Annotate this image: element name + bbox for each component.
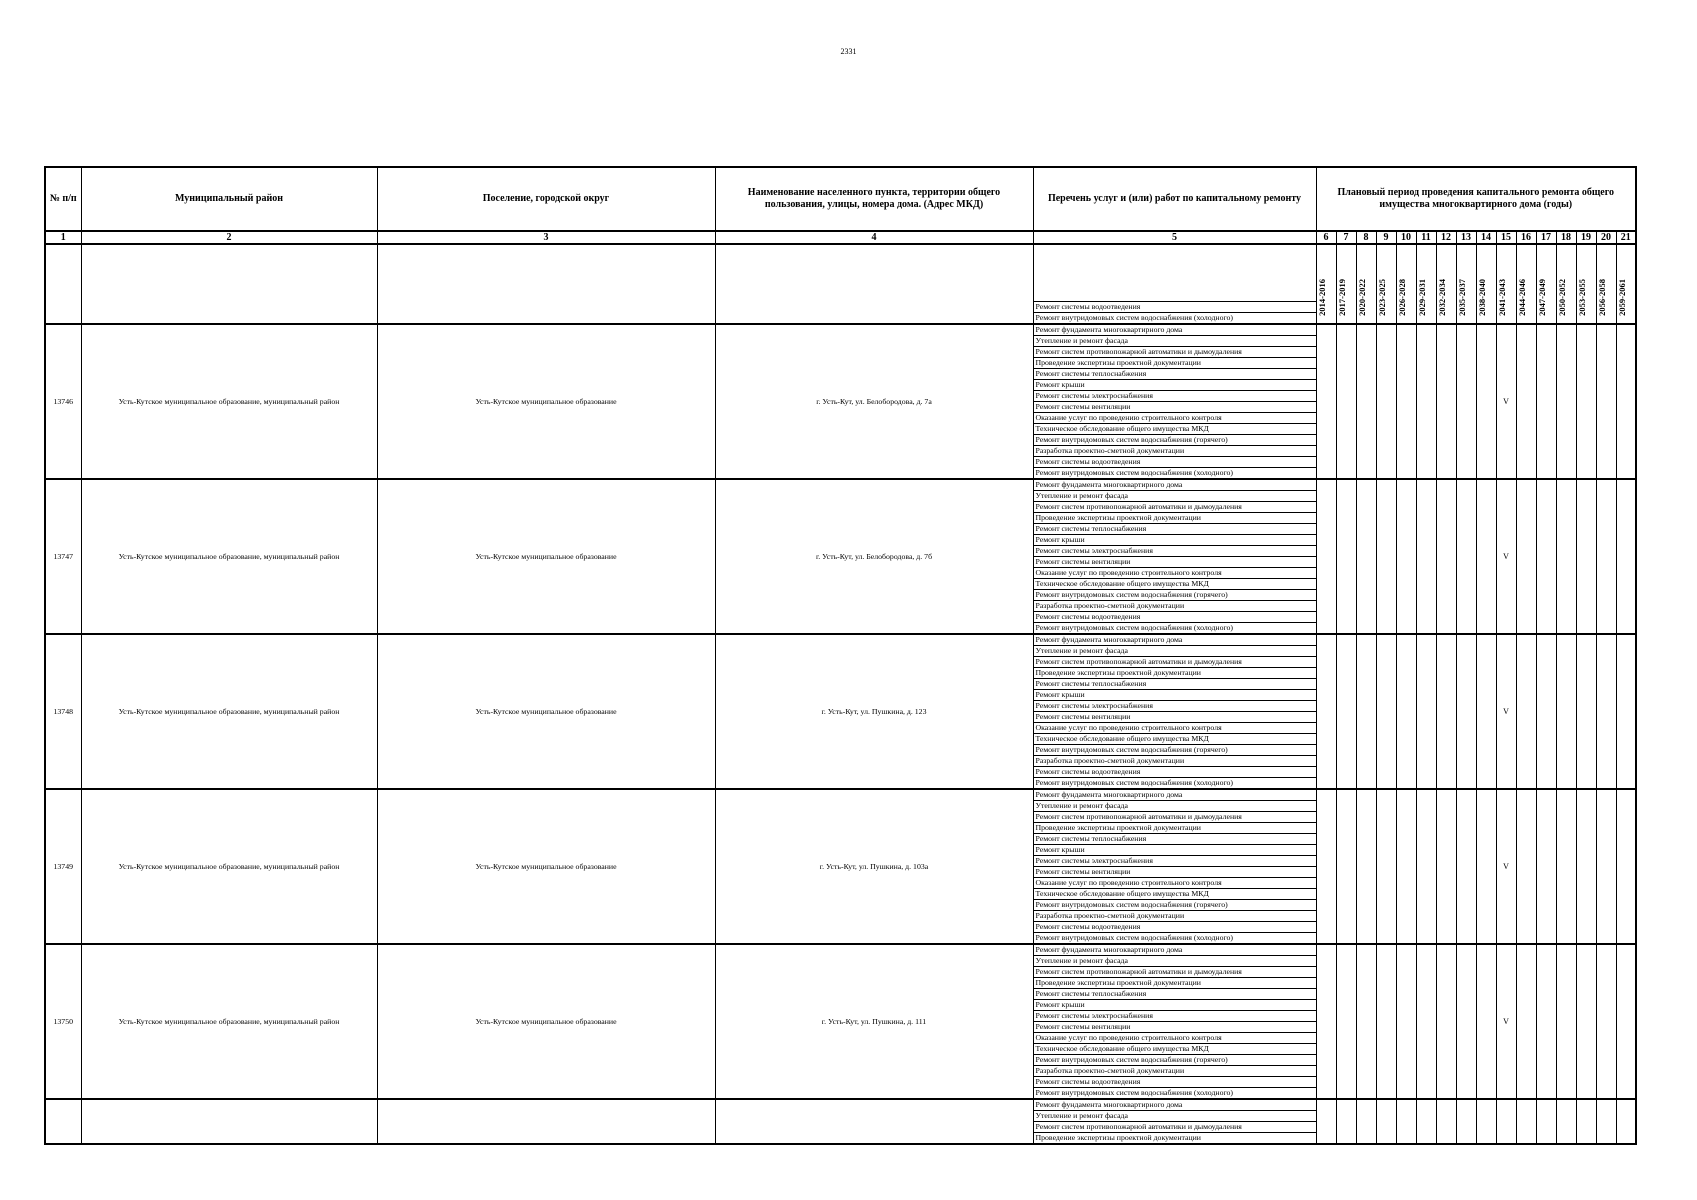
period-cell (1536, 479, 1556, 634)
work-item: Ремонт системы вентиляции (1033, 557, 1316, 568)
work-item: Проведение экспертизы проектной документации (1033, 668, 1316, 679)
table-body (45, 244, 1636, 1144)
work-item: Утепление и ремонт фасада (1033, 646, 1316, 657)
period-text: 2059-2061 (1616, 279, 1627, 316)
work-item: Ремонт системы водоотведения (1033, 457, 1316, 468)
work-item: Утепление и ремонт фасада (1033, 336, 1316, 347)
period-cell (1456, 1099, 1476, 1144)
work-item: Ремонт фундамента многоквартирного дома (1033, 1099, 1316, 1111)
period-text: 2047-2049 (1536, 279, 1547, 316)
column-number: 13 (1456, 231, 1476, 244)
work-item: Ремонт системы водоотведения (1033, 302, 1316, 313)
period-cell (1316, 634, 1336, 789)
period-cell (1316, 324, 1336, 479)
period-cell (1316, 944, 1336, 1099)
blank-cell (377, 244, 715, 324)
period-label (1476, 244, 1496, 324)
period-cell (1596, 1099, 1616, 1144)
period-cell (1356, 944, 1376, 1099)
period-cell (1436, 944, 1456, 1099)
work-item: Ремонт крыши (1033, 690, 1316, 701)
work-item: Ремонт системы водоотведения (1033, 922, 1316, 933)
period-cell (1476, 479, 1496, 634)
work-item: Ремонт крыши (1033, 380, 1316, 391)
work-item: Техническое обследование общего имущества МКД (1033, 1044, 1316, 1055)
period-cell (1396, 634, 1416, 789)
work-item: Оказание услуг по проведению строительного контроля (1033, 1033, 1316, 1044)
period-label (1596, 244, 1616, 324)
column-number: 17 (1536, 231, 1556, 244)
work-item: Ремонт системы электроснабжения (1033, 546, 1316, 557)
column-number: 2 (81, 231, 377, 244)
column-number: 6 (1316, 231, 1336, 244)
period-mark: V (1496, 324, 1516, 479)
period-cell (1576, 634, 1596, 789)
header-address: Наименование населенного пункта, территории общего пользования, улицы, номера дома. (Адрес МКД) (715, 167, 1033, 231)
work-item: Ремонт системы вентиляции (1033, 867, 1316, 878)
column-number: 15 (1496, 231, 1516, 244)
work-item: Ремонт системы теплоснабжения (1033, 679, 1316, 690)
column-number: 18 (1556, 231, 1576, 244)
header-settlement: Поселение, городской округ (377, 167, 715, 231)
period-label (1536, 244, 1556, 324)
work-item: Ремонт системы электроснабжения (1033, 391, 1316, 402)
period-cell (1396, 789, 1416, 944)
period-cell (1416, 789, 1436, 944)
work-item: Техническое обследование общего имущества МКД (1033, 424, 1316, 435)
work-item: Проведение экспертизы проектной документации (1033, 978, 1316, 989)
period-label (1576, 244, 1596, 324)
work-item: Ремонт фундамента многоквартирного дома (1033, 479, 1316, 491)
header-row (45, 167, 1636, 231)
record-district: Усть-Кутское муниципальное образование, муниципальный район (81, 634, 377, 789)
work-item: Ремонт системы водоотведения (1033, 767, 1316, 778)
record-settlement: Усть-Кутское муниципальное образование (377, 634, 715, 789)
period-cell (1616, 479, 1636, 634)
period-label (1436, 244, 1456, 324)
period-cell (1576, 789, 1596, 944)
blank-cell (377, 1099, 715, 1144)
work-item: Ремонт систем противопожарной автоматики и дымоудаления (1033, 1122, 1316, 1133)
record-settlement: Усть-Кутское муниципальное образование (377, 479, 715, 634)
column-number: 7 (1336, 231, 1356, 244)
blank-cell (45, 244, 81, 324)
record-row (45, 479, 1636, 491)
period-cell (1476, 634, 1496, 789)
work-item: Разработка проектно-сметной документации (1033, 1066, 1316, 1077)
column-number: 19 (1576, 231, 1596, 244)
period-cell (1396, 1099, 1416, 1144)
work-item: Техническое обследование общего имущества МКД (1033, 734, 1316, 745)
period-text: 2041-2043 (1496, 279, 1507, 316)
work-item: Проведение экспертизы проектной документации (1033, 358, 1316, 369)
period-cell (1456, 324, 1476, 479)
work-item: Ремонт системы электроснабжения (1033, 856, 1316, 867)
period-cell (1516, 634, 1536, 789)
work-item: Ремонт систем противопожарной автоматики и дымоудаления (1033, 967, 1316, 978)
work-item: Ремонт систем противопожарной автоматики и дымоудаления (1033, 657, 1316, 668)
period-cell (1536, 1099, 1556, 1144)
column-number: 14 (1476, 231, 1496, 244)
column-number: 11 (1416, 231, 1436, 244)
period-label (1516, 244, 1536, 324)
period-cell (1476, 1099, 1496, 1144)
period-cell (1336, 1099, 1356, 1144)
period-cell (1436, 324, 1456, 479)
period-cell (1456, 634, 1476, 789)
period-cell (1536, 324, 1556, 479)
column-number: 8 (1356, 231, 1376, 244)
work-item: Разработка проектно-сметной документации (1033, 601, 1316, 612)
period-cell (1416, 479, 1436, 634)
period-cell (1476, 324, 1496, 479)
period-label (1416, 244, 1436, 324)
period-cell (1356, 324, 1376, 479)
period-cell (1396, 944, 1416, 1099)
period-cell (1556, 634, 1576, 789)
period-cell (1556, 479, 1576, 634)
period-text: 2056-2058 (1596, 279, 1607, 316)
period-cell (1616, 1099, 1636, 1144)
period-label (1456, 244, 1476, 324)
record-district: Усть-Кутское муниципальное образование, муниципальный район (81, 789, 377, 944)
period-cell (1516, 479, 1536, 634)
period-cell (1416, 1099, 1436, 1144)
period-mark: V (1496, 944, 1516, 1099)
header-district: Муниципальный район (81, 167, 377, 231)
period-text: 2044-2046 (1516, 279, 1527, 316)
work-item: Утепление и ремонт фасада (1033, 956, 1316, 967)
column-number: 5 (1033, 231, 1316, 244)
period-cell (1376, 1099, 1396, 1144)
column-number: 4 (715, 231, 1033, 244)
period-cell (1356, 1099, 1376, 1144)
period-cell (1576, 479, 1596, 634)
blank-cell (715, 244, 1033, 324)
period-cell (1376, 479, 1396, 634)
record-row (45, 634, 1636, 646)
work-item: Ремонт фундамента многоквартирного дома (1033, 324, 1316, 336)
period-label (1496, 244, 1516, 324)
period-cell (1376, 789, 1396, 944)
period-cell (1436, 634, 1456, 789)
work-item: Ремонт системы водоотведения (1033, 612, 1316, 623)
period-cell (1596, 789, 1616, 944)
period-cell (1316, 479, 1336, 634)
period-cell (1556, 789, 1576, 944)
work-row (45, 1099, 1636, 1111)
work-item: Оказание услуг по проведению строительного контроля (1033, 413, 1316, 424)
record-number: 13749 (45, 789, 81, 944)
period-cell (1356, 634, 1376, 789)
record-address: г. Усть-Кут, ул. Белобородова, д. 7б (715, 479, 1033, 634)
period-text: 2035-2037 (1456, 279, 1467, 316)
work-item: Ремонт системы теплоснабжения (1033, 989, 1316, 1000)
period-cell (1316, 789, 1336, 944)
column-number: 21 (1616, 231, 1636, 244)
works-blank (1033, 244, 1316, 302)
period-cell (1516, 944, 1536, 1099)
column-number-row (45, 231, 1636, 244)
record-number: 13750 (45, 944, 81, 1099)
period-cell (1336, 789, 1356, 944)
period-cell (1476, 944, 1496, 1099)
period-cell (1516, 324, 1536, 479)
period-cell (1456, 789, 1476, 944)
period-label (1556, 244, 1576, 324)
period-cell (1556, 1099, 1576, 1144)
period-text: 2038-2040 (1476, 279, 1487, 316)
period-cell (1456, 944, 1476, 1099)
period-cell (1476, 789, 1496, 944)
record-settlement: Усть-Кутское муниципальное образование (377, 944, 715, 1099)
period-cell (1416, 944, 1436, 1099)
work-item: Ремонт внутридомовых систем водоснабжения (холодного) (1033, 1088, 1316, 1100)
record-number: 13747 (45, 479, 81, 634)
period-cell (1336, 479, 1356, 634)
record-settlement: Усть-Кутское муниципальное образование (377, 324, 715, 479)
work-item: Ремонт внутридомовых систем водоснабжения (горячего) (1033, 745, 1316, 756)
blank-cell (715, 1099, 1033, 1144)
record-row (45, 789, 1636, 801)
work-item: Ремонт фундамента многоквартирного дома (1033, 789, 1316, 801)
work-item: Ремонт систем противопожарной автоматики и дымоудаления (1033, 502, 1316, 513)
period-label (1316, 244, 1336, 324)
work-item: Ремонт внутридомовых систем водоснабжения (холодного) (1033, 778, 1316, 790)
period-text: 2014-2016 (1316, 279, 1327, 316)
work-item: Ремонт внутридомовых систем водоснабжения (горячего) (1033, 590, 1316, 601)
period-mark: V (1496, 634, 1516, 789)
work-item: Ремонт системы вентиляции (1033, 1022, 1316, 1033)
work-item: Ремонт внутридомовых систем водоснабжения (холодного) (1033, 933, 1316, 945)
work-item: Ремонт системы электроснабжения (1033, 1011, 1316, 1022)
period-label (1376, 244, 1396, 324)
period-cell (1416, 324, 1436, 479)
record-address: г. Усть-Кут, ул. Белобородова, д. 7а (715, 324, 1033, 479)
work-item: Проведение экспертизы проектной документации (1033, 1133, 1316, 1145)
header-num: № п/п (45, 167, 81, 231)
period-cell (1576, 324, 1596, 479)
period-label (1336, 244, 1356, 324)
period-cell (1456, 479, 1476, 634)
column-number: 16 (1516, 231, 1536, 244)
period-text: 2053-2055 (1576, 279, 1587, 316)
period-cell (1336, 944, 1356, 1099)
period-cell (1596, 944, 1616, 1099)
period-cell (1556, 944, 1576, 1099)
period-cell (1616, 324, 1636, 479)
period-text: 2026-2028 (1396, 279, 1407, 316)
period-label (1396, 244, 1416, 324)
period-mark: V (1496, 479, 1516, 634)
work-item: Ремонт систем противопожарной автоматики и дымоудаления (1033, 812, 1316, 823)
period-text: 2029-2031 (1416, 279, 1427, 316)
period-cell (1376, 634, 1396, 789)
work-item: Утепление и ремонт фасада (1033, 491, 1316, 502)
period-cell (1396, 324, 1416, 479)
period-cell (1316, 1099, 1336, 1144)
record-number: 13748 (45, 634, 81, 789)
period-cell (1536, 944, 1556, 1099)
period-cell (1496, 1099, 1516, 1144)
period-cell (1556, 324, 1576, 479)
blank-cell (45, 1099, 81, 1144)
period-cell (1576, 1099, 1596, 1144)
work-item: Оказание услуг по проведению строительного контроля (1033, 878, 1316, 889)
work-item: Ремонт внутридомовых систем водоснабжения (холодного) (1033, 468, 1316, 480)
work-item: Ремонт крыши (1033, 1000, 1316, 1011)
header-period: Плановый период проведения капитального ремонта общего имущества многоквартирного дома (годы) (1316, 167, 1636, 231)
capital-repair-table (44, 166, 1637, 1145)
work-item: Ремонт системы теплоснабжения (1033, 369, 1316, 380)
period-row (45, 244, 1636, 302)
period-text: 2050-2052 (1556, 279, 1567, 316)
record-district: Усть-Кутское муниципальное образование, муниципальный район (81, 479, 377, 634)
record-number: 13746 (45, 324, 81, 479)
period-cell (1376, 944, 1396, 1099)
period-cell (1376, 324, 1396, 479)
period-cell (1336, 634, 1356, 789)
period-text: 2032-2034 (1436, 279, 1447, 316)
record-address: г. Усть-Кут, ул. Пушкина, д. 103а (715, 789, 1033, 944)
work-item: Техническое обследование общего имущества МКД (1033, 889, 1316, 900)
work-item: Ремонт системы теплоснабжения (1033, 834, 1316, 845)
work-item: Проведение экспертизы проектной документации (1033, 513, 1316, 524)
work-item: Ремонт фундамента многоквартирного дома (1033, 634, 1316, 646)
work-item: Ремонт системы теплоснабжения (1033, 524, 1316, 535)
work-item: Ремонт системы вентиляции (1033, 402, 1316, 413)
period-cell (1536, 634, 1556, 789)
work-item: Разработка проектно-сметной документации (1033, 446, 1316, 457)
period-cell (1536, 789, 1556, 944)
work-item: Ремонт системы электроснабжения (1033, 701, 1316, 712)
record-address: г. Усть-Кут, ул. Пушкина, д. 111 (715, 944, 1033, 1099)
work-item: Ремонт системы водоотведения (1033, 1077, 1316, 1088)
record-settlement: Усть-Кутское муниципальное образование (377, 789, 715, 944)
work-item: Утепление и ремонт фасада (1033, 801, 1316, 812)
record-district: Усть-Кутское муниципальное образование, муниципальный район (81, 944, 377, 1099)
work-item: Ремонт фундамента многоквартирного дома (1033, 944, 1316, 956)
period-cell (1576, 944, 1596, 1099)
period-cell (1516, 789, 1536, 944)
period-text: 2017-2019 (1336, 279, 1347, 316)
work-item: Проведение экспертизы проектной документации (1033, 823, 1316, 834)
header-works: Перечень услуг и (или) работ по капитальному ремонту (1033, 167, 1316, 231)
record-address: г. Усть-Кут, ул. Пушкина, д. 123 (715, 634, 1033, 789)
work-item: Ремонт систем противопожарной автоматики и дымоудаления (1033, 347, 1316, 358)
work-item: Техническое обследование общего имущества МКД (1033, 579, 1316, 590)
period-cell (1436, 479, 1456, 634)
period-cell (1336, 324, 1356, 479)
period-text: 2020-2022 (1356, 279, 1367, 316)
record-district: Усть-Кутское муниципальное образование, муниципальный район (81, 324, 377, 479)
period-cell (1616, 944, 1636, 1099)
column-number: 1 (45, 231, 81, 244)
period-cell (1616, 634, 1636, 789)
period-cell (1356, 789, 1376, 944)
column-number: 12 (1436, 231, 1456, 244)
period-cell (1616, 789, 1636, 944)
period-cell (1516, 1099, 1536, 1144)
period-label (1616, 244, 1636, 324)
work-item: Ремонт внутридомовых систем водоснабжения (холодного) (1033, 623, 1316, 635)
column-number: 9 (1376, 231, 1396, 244)
work-item: Ремонт внутридомовых систем водоснабжения (холодного) (1033, 313, 1316, 325)
column-number: 10 (1396, 231, 1416, 244)
period-cell (1416, 634, 1436, 789)
work-item: Ремонт крыши (1033, 535, 1316, 546)
period-cell (1596, 479, 1616, 634)
work-item: Ремонт системы вентиляции (1033, 712, 1316, 723)
work-item: Утепление и ремонт фасада (1033, 1111, 1316, 1122)
record-row (45, 944, 1636, 956)
work-item: Оказание услуг по проведению строительного контроля (1033, 723, 1316, 734)
work-item: Ремонт внутридомовых систем водоснабжения (горячего) (1033, 1055, 1316, 1066)
blank-cell (81, 1099, 377, 1144)
page-number: 2331 (840, 47, 857, 56)
period-cell (1396, 479, 1416, 634)
period-cell (1596, 634, 1616, 789)
period-cell (1436, 789, 1456, 944)
work-item: Разработка проектно-сметной документации (1033, 911, 1316, 922)
work-item: Ремонт внутридомовых систем водоснабжения (горячего) (1033, 435, 1316, 446)
column-number: 3 (377, 231, 715, 244)
work-item: Оказание услуг по проведению строительного контроля (1033, 568, 1316, 579)
period-cell (1356, 479, 1376, 634)
period-cell (1436, 1099, 1456, 1144)
period-mark: V (1496, 789, 1516, 944)
record-row (45, 324, 1636, 336)
period-text: 2023-2025 (1376, 279, 1387, 316)
work-item: Ремонт крыши (1033, 845, 1316, 856)
period-cell (1596, 324, 1616, 479)
work-item: Ремонт внутридомовых систем водоснабжения (горячего) (1033, 900, 1316, 911)
column-number: 20 (1596, 231, 1616, 244)
blank-cell (81, 244, 377, 324)
work-item: Разработка проектно-сметной документации (1033, 756, 1316, 767)
period-label (1356, 244, 1376, 324)
